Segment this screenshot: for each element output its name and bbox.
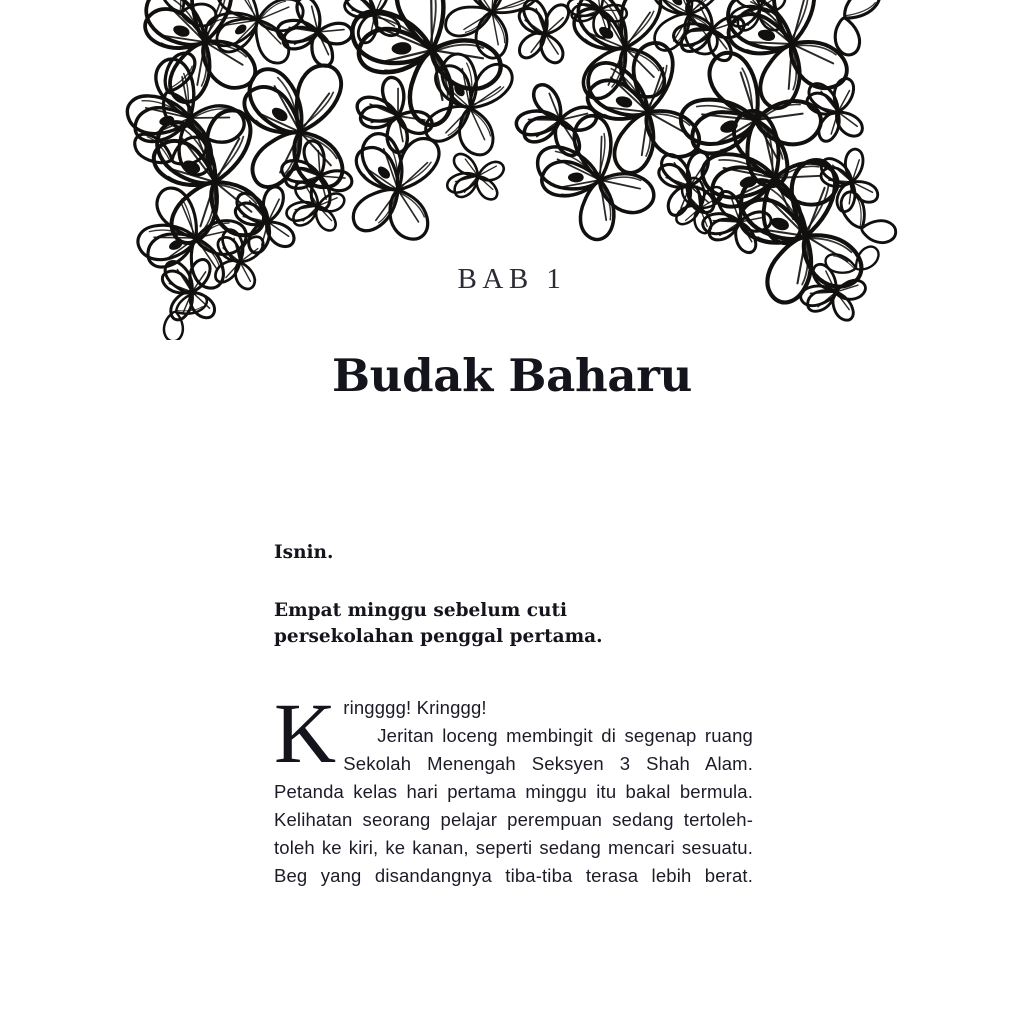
onset-line: ringggg! Kringgg!	[343, 697, 487, 718]
lede-timeframe: Empat minggu sebelum cuti persekolahan penggal pertama.	[274, 600, 603, 647]
lede-day: Isnin.	[274, 542, 334, 563]
chapter-label: BAB 1	[457, 263, 567, 295]
drop-cap-letter: K	[274, 685, 337, 781]
text-column	[274, 540, 753, 918]
body-paragraph	[274, 685, 753, 918]
paragraph-text: Jeritan loceng membingit di segenap ruang Sekolah Menengah Seksyen 3 Shah Alam. Petanda kelas hari pertama minggu itu bakal bermula. Kelihatan seorang pelajar perempuan sedang tertoleh-toleh ke kiri, ke kanan, seperti sedang mencari sesuatu. Beg yang disandangnya tiba-tiba terasa lebih berat.	[274, 725, 753, 886]
chapter-title: Budak Baharu	[331, 349, 693, 403]
